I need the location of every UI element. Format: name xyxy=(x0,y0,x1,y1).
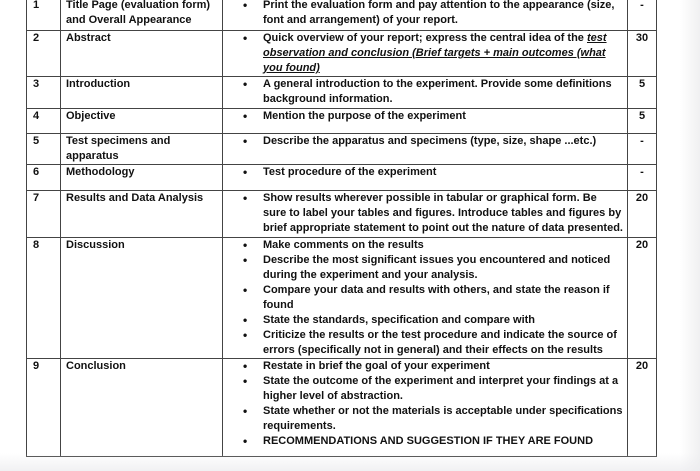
section-description xyxy=(223,359,628,457)
row-number: 9 xyxy=(27,359,61,457)
table-row xyxy=(27,77,657,109)
list-item: • RECOMMENDATIONS AND SUGGESTION IF THEY ARE FOUND xyxy=(227,434,623,449)
section-description xyxy=(223,238,628,359)
list-item: • Print the evaluation form and pay attention to the appearance (size, font and arrangement) of your report. xyxy=(227,0,623,28)
emphasized-text: test observation and conclusion (Brief targets + main outcomes (what you found) xyxy=(263,32,607,74)
section-description xyxy=(223,77,628,109)
row-number: 1 xyxy=(27,0,61,31)
list-item-text: Quick overview of your report; express the central idea of the xyxy=(263,32,584,44)
table-row xyxy=(27,191,657,238)
section-title: Title Page (evaluation form) and Overall Appearance xyxy=(61,0,223,31)
table-row xyxy=(27,31,657,77)
row-number: 8 xyxy=(27,238,61,359)
list-item: • State the standards, specification and compare with xyxy=(227,313,623,328)
page-edge-shadow xyxy=(680,0,700,471)
section-mark: 5 xyxy=(628,77,657,109)
section-description xyxy=(223,165,628,191)
section-title: Discussion xyxy=(61,238,223,359)
row-number: 6 xyxy=(27,165,61,191)
section-mark: 5 xyxy=(628,109,657,134)
row-number: 5 xyxy=(27,134,61,165)
section-title: Methodology xyxy=(61,165,223,191)
section-description xyxy=(223,0,628,31)
section-description xyxy=(223,191,628,238)
table-row xyxy=(27,359,657,457)
list-item: • State whether or not the materials is acceptable under specifications requirements. xyxy=(227,404,623,434)
table-row xyxy=(27,134,657,165)
list-item: • State the outcome of the experiment and interpret your findings at a higher level of abstraction. xyxy=(227,374,623,404)
section-description xyxy=(223,109,628,134)
row-number: 7 xyxy=(27,191,61,238)
table-row xyxy=(27,238,657,359)
section-mark: - xyxy=(628,165,657,191)
list-item: • Test procedure of the experiment xyxy=(227,165,623,180)
list-item: • Show results wherever possible in tabular or graphical form. Be sure to label your tables and figures. Introduce tables and figures by brief appropriate statement to point out the nature of data presented. xyxy=(227,191,623,236)
section-mark: 30 xyxy=(628,31,657,77)
section-title: Introduction xyxy=(61,77,223,109)
list-item: • Make comments on the results xyxy=(227,238,623,253)
section-mark: - xyxy=(628,134,657,165)
section-mark: - xyxy=(628,0,657,31)
report-rubric-table xyxy=(26,0,657,457)
section-description xyxy=(223,31,628,77)
list-item: • Describe the apparatus and specimens (type, size, shape ...etc.) xyxy=(227,134,623,149)
row-number: 3 xyxy=(27,77,61,109)
row-number: 2 xyxy=(27,31,61,77)
section-mark: 20 xyxy=(628,359,657,457)
section-title: Results and Data Analysis xyxy=(61,191,223,238)
list-item: • Restate in brief the goal of your experiment xyxy=(227,359,623,374)
list-item: • Describe the most significant issues you encountered and noticed during the experiment and your analysis. xyxy=(227,253,623,283)
section-title: Test specimens and apparatus xyxy=(61,134,223,165)
list-item: • Compare your data and results with others, and state the reason if found xyxy=(227,283,623,313)
list-item: • Criticize the results or the test procedure and indicate the source of errors (specifically not in general) and their effects on the results xyxy=(227,328,623,358)
table-row xyxy=(27,165,657,191)
list-item: • A general introduction to the experiment. Provide some definitions background information. xyxy=(227,77,623,107)
section-description xyxy=(223,134,628,165)
table-row xyxy=(27,0,657,31)
section-title: Conclusion xyxy=(61,359,223,457)
list-item xyxy=(227,31,623,76)
list-item: • Mention the purpose of the experiment xyxy=(227,109,623,124)
section-title: Abstract xyxy=(61,31,223,77)
section-mark: 20 xyxy=(628,191,657,238)
row-number: 4 xyxy=(27,109,61,134)
section-title: Objective xyxy=(61,109,223,134)
table-row xyxy=(27,109,657,134)
section-mark: 20 xyxy=(628,238,657,359)
